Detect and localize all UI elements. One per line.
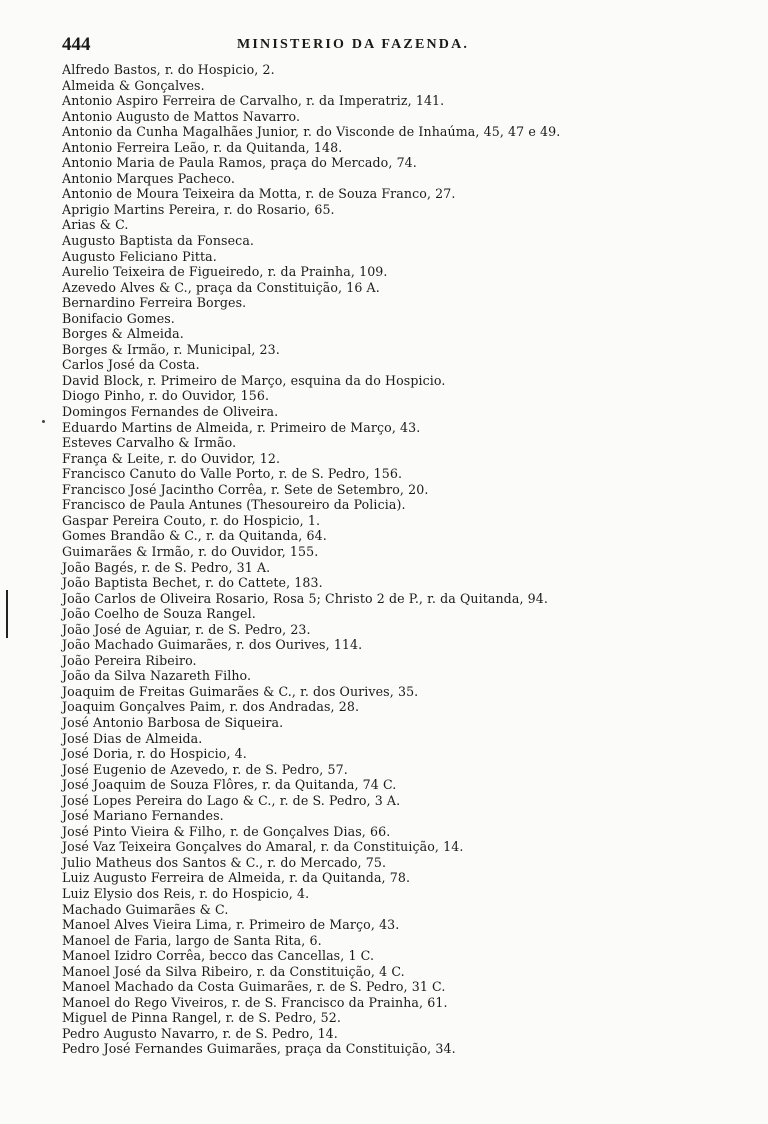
list-item: Almeida & Gonçalves.	[62, 77, 205, 93]
list-item: João Bagés, r. de S. Pedro, 31 A.	[62, 559, 271, 575]
list-item: José Mariano Fernandes.	[62, 808, 224, 824]
list-item: Antonio Augusto de Mattos Navarro.	[62, 108, 301, 124]
list-item: Aprigio Martins Pereira, r. do Rosario, 65.	[62, 201, 335, 217]
list-item: Pedro Augusto Navarro, r. de S. Pedro, 14.	[62, 1025, 338, 1041]
list-item: José Eugenio de Azevedo, r. de S. Pedro, 57.	[62, 761, 348, 777]
list-item: Antonio de Moura Teixeira da Motta, r. de Souza Franco, 27.	[62, 186, 456, 202]
list-item: José Pinto Vieira & Filho, r. de Gonçalves Dias, 66.	[62, 823, 391, 839]
list-item: João José de Aguiar, r. de S. Pedro, 23.	[62, 621, 311, 637]
list-item: Aurelio Teixeira de Figueiredo, r. da Prainha, 109.	[62, 264, 388, 280]
list-item: Eduardo Martins de Almeida, r. Primeiro de Março, 43.	[62, 419, 421, 435]
list-item: Joaquim de Freitas Guimarães & C., r. dos Ourives, 35.	[62, 683, 419, 699]
list-item: Domingos Fernandes de Oliveira.	[62, 404, 279, 420]
list-item: Miguel de Pinna Rangel, r. de S. Pedro, 52.	[62, 1010, 341, 1026]
list-item: Antonio Marques Pacheco.	[62, 170, 235, 186]
list-item: José Antonio Barbosa de Siqueira.	[62, 714, 284, 730]
list-item: Diogo Pinho, r. do Ouvidor, 156.	[62, 388, 270, 404]
list-item: José Lopes Pereira do Lago & C., r. de S. Pedro, 3 A.	[62, 792, 401, 808]
list-item: Augusto Baptista da Fonseca.	[62, 233, 255, 249]
list-item: Gomes Brandão & C., r. da Quitanda, 64.	[62, 528, 327, 544]
list-item: Guimarães & Irmão, r. do Ouvidor, 155.	[62, 543, 319, 559]
list-item: Manoel Alves Vieira Lima, r. Primeiro de Março, 43.	[62, 917, 400, 933]
list-item: Alfredo Bastos, r. do Hospicio, 2.	[62, 62, 275, 77]
list-item: Francisco Canuto do Valle Porto, r. de S. Pedro, 156.	[62, 466, 403, 482]
list-item: João Baptista Bechet, r. do Cattete, 183.	[62, 575, 323, 591]
entry-list	[62, 62, 742, 1057]
page-number: 444	[62, 34, 91, 55]
list-item: Antonio Maria de Paula Ramos, praça do Mercado, 74.	[62, 155, 417, 171]
list-item: Bernardino Ferreira Borges.	[62, 295, 247, 311]
list-item: José Doria, r. do Hospicio, 4.	[62, 746, 247, 762]
list-item: Manoel Machado da Costa Guimarães, r. de S. Pedro, 31 C.	[62, 979, 446, 995]
list-item: Luiz Elysio dos Reis, r. do Hospicio, 4.	[62, 885, 310, 901]
list-item: João Carlos de Oliveira Rosario, Rosa 5; Christo 2 de P., r. da Quitanda, 94.	[62, 590, 548, 606]
list-item: Francisco de Paula Antunes (Thesoureiro da Policia).	[62, 497, 406, 513]
list-item: José Dias de Almeida.	[62, 730, 203, 746]
list-item: Manoel José da Silva Ribeiro, r. da Constituição, 4 C.	[62, 963, 405, 979]
list-item: João Pereira Ribeiro.	[62, 652, 197, 668]
list-item: Carlos José da Costa.	[62, 357, 200, 373]
list-item: Borges & Irmão, r. Municipal, 23.	[62, 341, 280, 357]
running-head: MINISTERIO DA FAZENDA.	[237, 37, 470, 52]
list-item: Arias & C.	[62, 217, 129, 233]
list-item: Bonifacio Gomes.	[62, 310, 175, 326]
ink-dot	[42, 420, 45, 423]
list-item: Manoel do Rego Viveiros, r. de S. Francisco da Prainha, 61.	[62, 994, 448, 1010]
page-header	[62, 34, 547, 56]
list-item: Joaquim Gonçalves Paim, r. dos Andradas, 28.	[62, 699, 360, 715]
list-item: José Joaquim de Souza Flôres, r. da Quitanda, 74 C.	[62, 777, 397, 793]
list-item: João da Silva Nazareth Filho.	[62, 668, 252, 684]
list-item: Antonio da Cunha Magalhães Junior, r. do Visconde de Inhaúma, 45, 47 e 49.	[62, 124, 561, 140]
list-item: Antonio Ferreira Leão, r. da Quitanda, 148.	[62, 139, 343, 155]
list-item: Julio Matheus dos Santos & C., r. do Mercado, 75.	[62, 854, 387, 870]
list-item: França & Leite, r. do Ouvidor, 12.	[62, 450, 281, 466]
list-item: José Vaz Teixeira Gonçalves do Amaral, r. da Constituição, 14.	[62, 839, 464, 855]
list-item: Gaspar Pereira Couto, r. do Hospicio, 1.	[62, 512, 321, 528]
list-item: Manoel de Faria, largo de Santa Rita, 6.	[62, 932, 322, 948]
list-item: Machado Guimarães & C.	[62, 901, 229, 917]
list-item: Augusto Feliciano Pitta.	[62, 248, 217, 264]
list-item: Luiz Augusto Ferreira de Almeida, r. da Quitanda, 78.	[62, 870, 411, 886]
list-item: Pedro José Fernandes Guimarães, praça da Constituição, 34.	[62, 1041, 456, 1057]
list-item: Francisco José Jacintho Corrêa, r. Sete de Setembro, 20.	[62, 481, 429, 497]
list-item: Borges & Almeida.	[62, 326, 184, 342]
list-item: João Machado Guimarães, r. dos Ourives, 114.	[62, 637, 363, 653]
margin-mark	[6, 590, 8, 638]
list-item: João Coelho de Souza Rangel.	[62, 606, 256, 622]
list-item: Azevedo Alves & C., praça da Constituição, 16 A.	[62, 279, 380, 295]
list-item: David Block, r. Primeiro de Março, esquina da do Hospicio.	[62, 372, 446, 388]
list-item: Antonio Aspiro Ferreira de Carvalho, r. da Imperatriz, 141.	[62, 93, 445, 109]
list-item: Esteves Carvalho & Irmão.	[62, 435, 237, 451]
list-item: Manoel Izidro Corrêa, becco das Cancellas, 1 C.	[62, 948, 375, 964]
